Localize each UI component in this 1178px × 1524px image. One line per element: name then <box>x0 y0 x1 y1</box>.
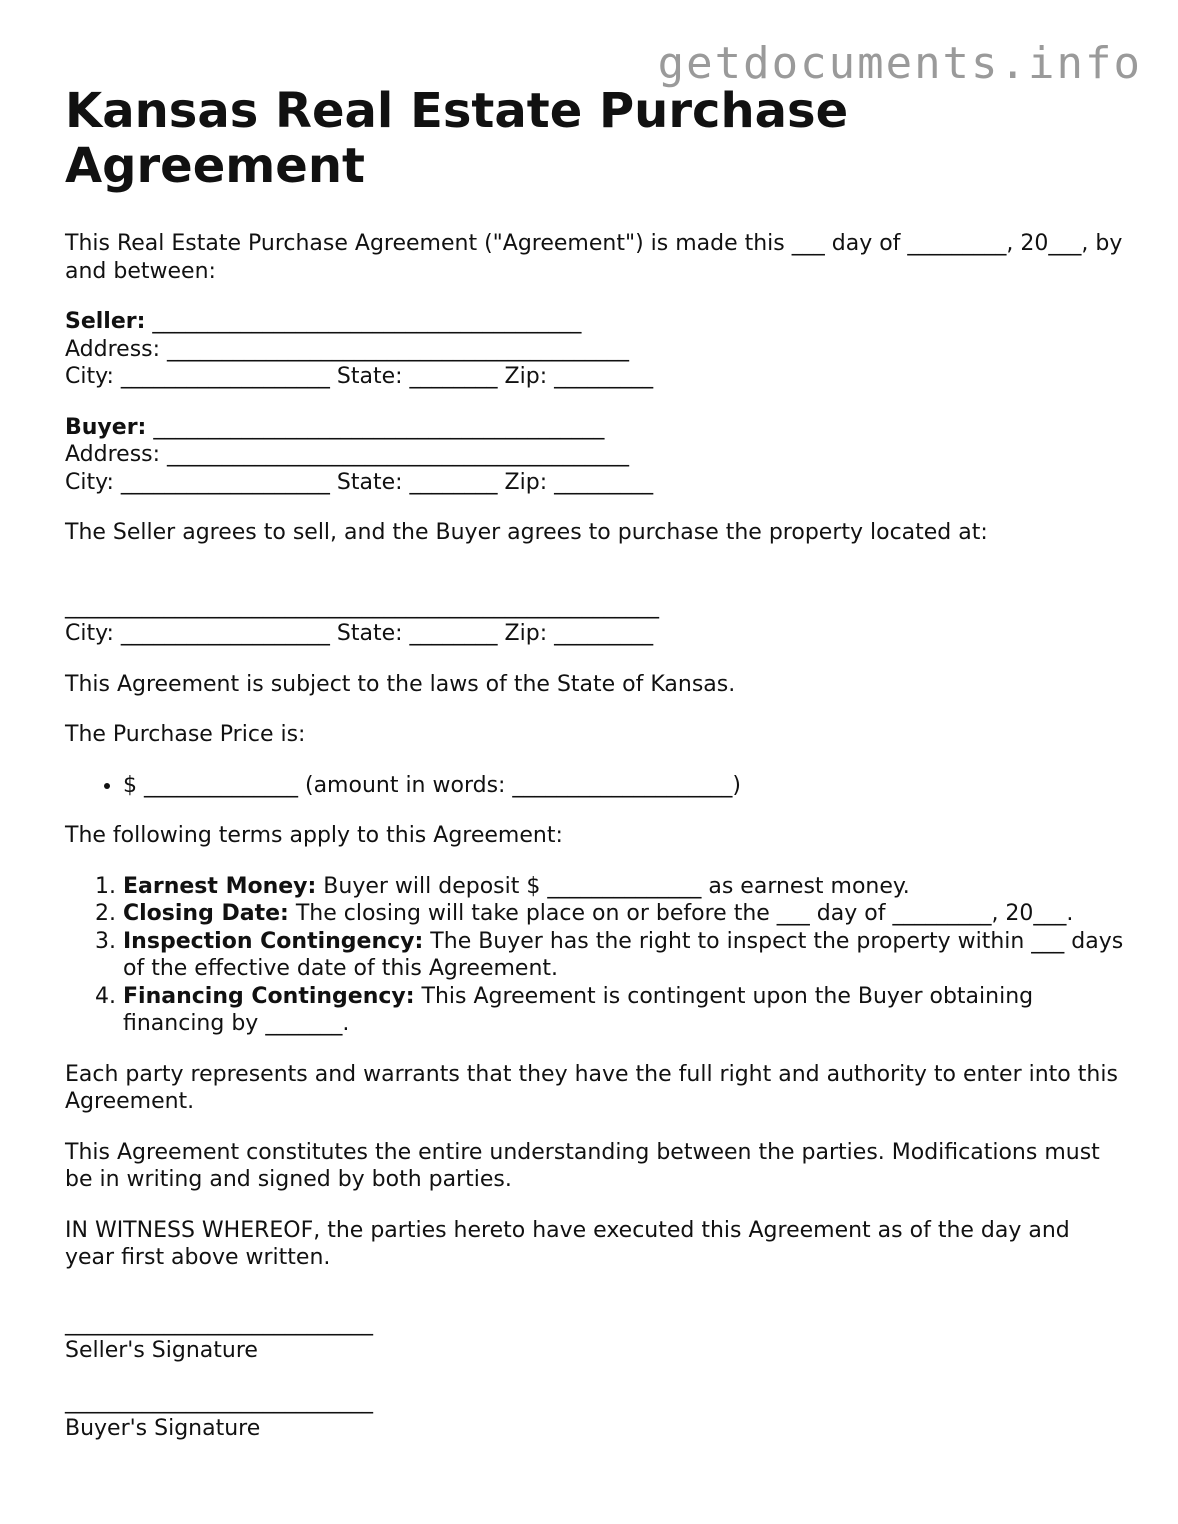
seller-signature-label: Seller's Signature <box>65 1338 258 1363</box>
watermark: getdocuments.info <box>657 38 1142 89</box>
term-text: Buyer will deposit $ ______________ as earnest money. <box>316 873 910 899</box>
term-item <box>123 873 1125 901</box>
buyer-signature-label: Buyer's Signature <box>65 1416 261 1441</box>
term-text: The Buyer has the right to inspect the property within ___ days of the effective date of this Agreement. <box>123 928 1124 981</box>
document-title: Kansas Real Estate Purchase Agreement <box>65 83 849 194</box>
buyer-name-line: _________________________________________ <box>146 414 605 440</box>
term-item <box>123 983 1125 1038</box>
term-item <box>123 928 1125 983</box>
buyer-label: Buyer: <box>65 414 147 440</box>
seller-label: Seller: <box>65 309 146 334</box>
price-intro: The Purchase Price is: <box>65 722 306 747</box>
terms-list <box>65 873 1125 1038</box>
term-label: Financing Contingency: <box>123 983 415 1009</box>
buyer-city-line: City: ___________________ State: ________ Zip: _________ <box>65 469 654 495</box>
term-item <box>123 900 1125 928</box>
witness-paragraph: IN WITNESS WHEREOF, the parties hereto have executed this Agreement as of the day and year first above written. <box>65 1217 1070 1270</box>
property-city-line: City: ___________________ State: ________ Zip: _________ <box>65 621 654 646</box>
entire-agreement-paragraph: This Agreement constitutes the entire understanding between the parties. Modifications must be in writing and signed by both parties. <box>65 1139 1100 1192</box>
seller-name-line: _______________________________________ <box>145 309 582 334</box>
terms-intro: The following terms apply to this Agreement: <box>65 823 563 848</box>
document-page <box>65 84 1125 1443</box>
laws-paragraph: This Agreement is subject to the laws of the State of Kansas. <box>65 671 736 697</box>
property-address-line: ______________________________________________________ <box>65 593 659 619</box>
term-label: Inspection Contingency: <box>123 928 424 954</box>
term-label: Closing Date: <box>123 901 289 926</box>
term-text: The closing will take place on or before the ___ day of _________, 20___. <box>288 901 1074 926</box>
buyer-block <box>65 414 1125 497</box>
property-intro: The Seller agrees to sell, and the Buyer agrees to purchase the property located at: <box>65 520 988 545</box>
property-block <box>65 570 1125 648</box>
buyer-signature-line: ____________________________ <box>65 1388 373 1414</box>
term-label: Earnest Money: <box>123 873 317 899</box>
authority-paragraph: Each party represents and warrants that they have the full right and authority to enter into this Agreement. <box>65 1061 1118 1114</box>
buyer-address: Address: __________________________________________ <box>65 442 630 467</box>
intro-paragraph: This Real Estate Purchase Agreement ("Agreement") is made this ___ day of _________, 20___, by and between: <box>65 231 1123 284</box>
price-list <box>65 772 1125 800</box>
seller-address: Address: __________________________________________ <box>65 336 630 362</box>
signature-block <box>65 1310 1125 1443</box>
seller-city-line: City: ___________________ State: ________ Zip: _________ <box>65 364 654 389</box>
term-text: This Agreement is contingent upon the Buyer obtaining financing by _______. <box>123 983 1034 1036</box>
seller-block <box>65 308 1125 391</box>
seller-signature-line: ____________________________ <box>65 1310 373 1336</box>
price-item: • $ ______________ (amount in words: ____________________) <box>123 772 1125 800</box>
